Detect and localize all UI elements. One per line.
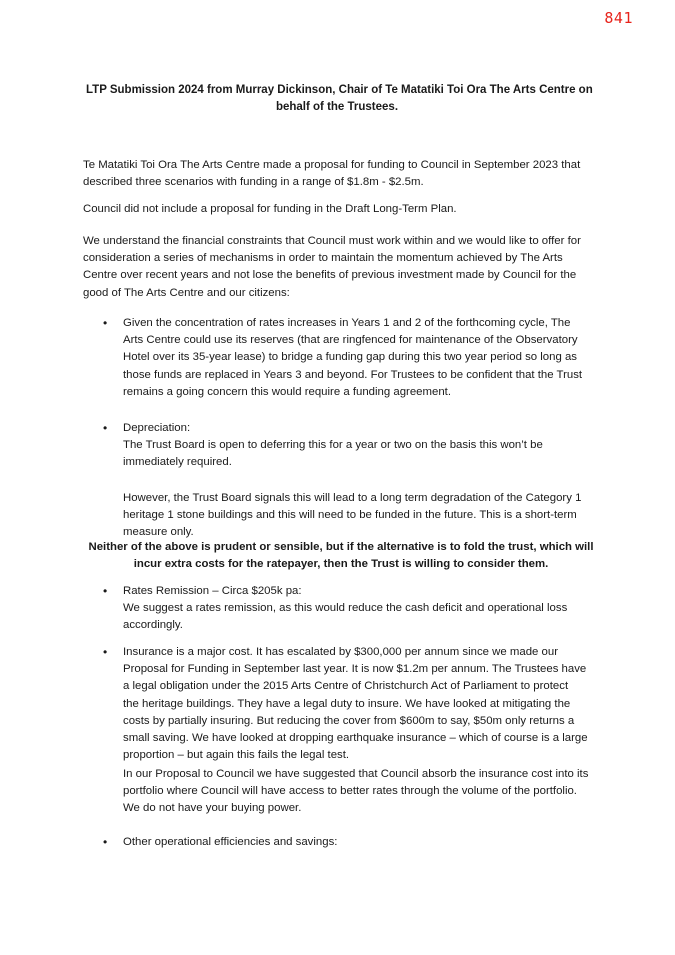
text-line: small saving. We have looked at dropping earthquake insurance – which of course is a large	[123, 732, 588, 745]
text-line: the heritage buildings. They have a legal duty to insure. We have looked at mitigating the	[123, 697, 571, 710]
text-line: those funds are replaced in Years 3 and beyond. For Trustees to be confident that the Trust	[123, 368, 583, 381]
text-line: proportion – but again this fails the legal test.	[123, 749, 350, 762]
bullet-text	[123, 315, 601, 401]
title-line: behalf of the Trustees.	[275, 101, 399, 113]
text-line: measure only.	[123, 526, 194, 539]
bullet-marker: •	[103, 316, 108, 330]
text-line: portfolio where Council will have access to better rates through the volume of the portfolio.	[123, 785, 577, 798]
text-line: Centre over recent years and not lose the benefits of previous investment made by Council for the	[83, 269, 577, 282]
text-line: Rates Remission – Circa $205k pa:	[123, 585, 302, 597]
paragraph-proposal	[83, 157, 603, 191]
bullet-text	[123, 834, 601, 851]
text-line: Given the concentration of rates increases in Years 1 and 2 of the forthcoming cycle, The	[123, 317, 571, 329]
text-line: heritage 1 stone buildings and this will need to be funded in the future. This is a short-term	[123, 509, 577, 522]
text-line: Depreciation:	[123, 422, 191, 434]
text-line: good of The Arts Centre and our citizens:	[83, 286, 290, 299]
text-line: Other operational efficiencies and savings:	[123, 836, 338, 848]
bullet-continuation-insurance	[123, 766, 601, 818]
text-line: Arts Centre could use its reserves (that are ringfenced for maintenance of the Observatory	[123, 334, 578, 347]
text-line: Te Matatiki Toi Ora The Arts Centre made a proposal for funding to Council in September 2023 that	[83, 159, 581, 171]
bullet-marker: •	[103, 835, 108, 849]
text-line: a legal obligation under the 2015 Arts Centre of Christchurch Act of Parliament to protect	[123, 680, 569, 693]
text-line: costs by partially insuring. But reducing the cover from $600m to say, $50m only returns a	[123, 714, 575, 727]
bullet-marker: •	[103, 421, 108, 435]
bold-statement	[86, 539, 596, 573]
text-line: remains a going concern this would require a funding agreement.	[123, 385, 451, 398]
text-line: We do not have your buying power.	[123, 802, 302, 815]
text-line: incur extra costs for the ratepayer, then the Trust is willing to consider them.	[133, 558, 549, 571]
document-title	[86, 82, 593, 116]
text-line: Insurance is a major cost. It has escalated by $300,000 per annum since we made our	[123, 646, 558, 658]
paragraph-constraints	[83, 233, 603, 302]
text-line: Proposal for Funding in September last year. It is now $1.2m per annum. The Trustees have	[123, 663, 587, 676]
text-line: accordingly.	[123, 619, 183, 632]
text-line: consideration a series of mechanisms in order to maintain the momentum achieved by The Arts	[83, 252, 563, 265]
text-line: We understand the financial constraints that Council must work within and we would like to offer for	[83, 235, 581, 247]
bullet-marker: •	[103, 584, 108, 598]
paragraph-draft-plan	[83, 201, 603, 218]
text-line: We suggest a rates remission, as this would reduce the cash deficit and operational loss	[123, 602, 568, 615]
text-line: described three scenarios with funding in a range of $1.8m - $2.5m.	[83, 176, 424, 189]
text-line: In our Proposal to Council we have suggested that Council absorb the insurance cost into its	[123, 768, 589, 780]
text-line: Council did not include a proposal for funding in the Draft Long-Term Plan.	[83, 203, 457, 215]
bullet-marker: •	[103, 645, 108, 659]
bullet-text	[123, 420, 601, 472]
text-line: Hotel over its 35-year lease) to bridge a funding gap during this two year period so long as	[123, 351, 577, 364]
bullet-text	[123, 583, 601, 635]
text-line: immediately required.	[123, 456, 232, 469]
text-line: Neither of the above is prudent or sensible, but if the alternative is to fold the trust, which will	[88, 541, 594, 553]
text-line: However, the Trust Board signals this will lead to a long term degradation of the Category 1	[123, 492, 582, 504]
text-line: The Trust Board is open to deferring this for a year or two on the basis this won’t be	[123, 439, 543, 452]
page-number: 841	[604, 9, 633, 27]
title-line: LTP Submission 2024 from Murray Dickinson, Chair of Te Matatiki Toi Ora The Arts Centre on	[86, 84, 593, 96]
bullet-continuation-depreciation	[123, 490, 601, 542]
bullet-text	[123, 644, 601, 764]
